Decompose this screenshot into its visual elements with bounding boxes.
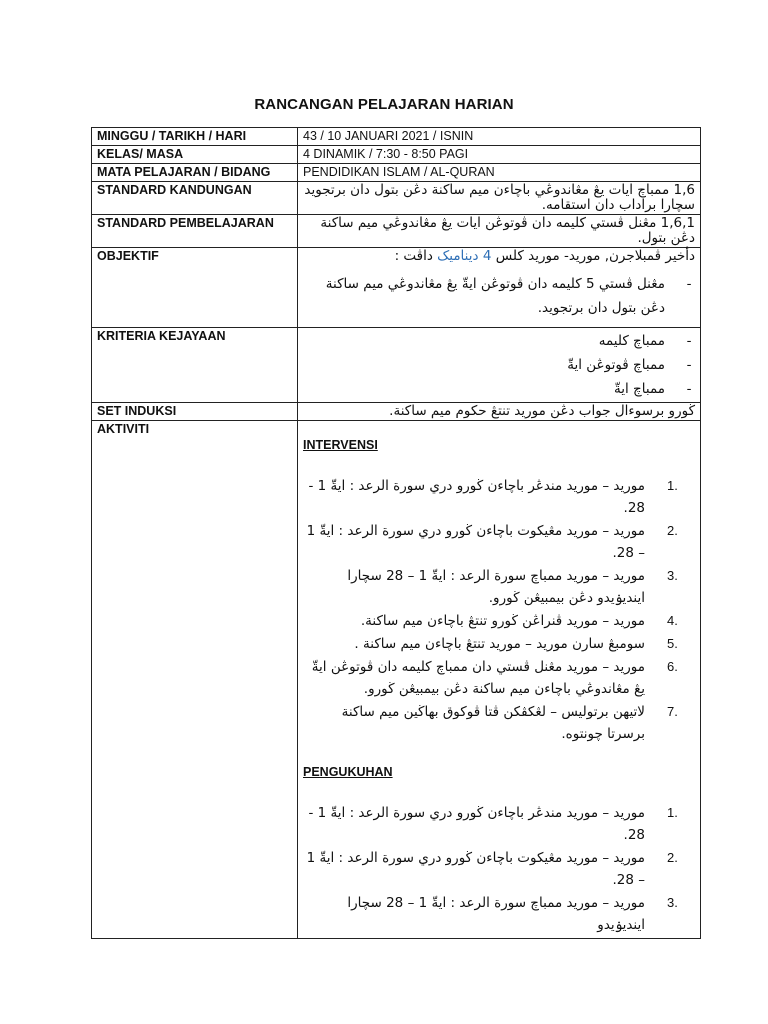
value-objektif — [298, 248, 701, 328]
kriteria-list — [303, 329, 695, 401]
item-number: 5. — [667, 636, 678, 651]
document-title: RANCANGAN PELAJARAN HARIAN — [254, 96, 514, 113]
item-text: موريد – موريد مڠنل ڤستي دان ممباچ كليمه دان ڤوتوڠن ايةّ يڠ مڠاندوڠي باچاءن ميم ساكنة دڠن بيمبيڠن ڬورو. — [311, 659, 645, 697]
label-mata-pelajaran: MATA PELAJARAN / BIDANG — [92, 164, 298, 182]
label-set-induksi: SET INDUKSI — [92, 403, 298, 421]
item-number: 6. — [667, 659, 678, 674]
value-standard-pembelajaran: 1,6,1 مڠنل ڤستي كليمه دان ڤوتوڠن ايات يڠ مڠاندوڠي ميم ساكنة دڠن بتول. — [298, 215, 701, 248]
row-minggu — [92, 128, 701, 146]
list-item — [303, 633, 678, 655]
value-standard-kandungan: 1,6 ممباچ ايات يڠ مڠاندوڠي باچاءن ميم ساكنة دڠن بتول دان برتجويد سچارا براداب دان استقامه. — [298, 182, 701, 215]
pengukuhan-list — [303, 802, 695, 936]
value-minggu: 43 / 10 JANUARI 2021 / ISNIN — [298, 128, 701, 146]
label-kelas: KELAS/ MASA — [92, 146, 298, 164]
label-minggu: MINGGU / TARIKH / HARI — [92, 128, 298, 146]
row-aktiviti — [92, 421, 701, 939]
item-text: سومبڠ سارن موريد – موريد تنتڠ باچاءن ميم ساكنة . — [354, 636, 645, 652]
list-item — [303, 802, 678, 846]
kriteria-item: - ممباچ كليمه — [303, 329, 665, 353]
row-kriteria — [92, 328, 701, 403]
item-text: موريد – موريد مندڠر باچاءن ڬورو دري سورة الرعد : ايةّ 1 - 28. — [308, 478, 645, 516]
list-item — [303, 656, 678, 700]
row-standard-pembelajaran — [92, 215, 701, 248]
list-item — [303, 520, 678, 564]
value-mata-pelajaran: PENDIDIKAN ISLAM / AL-QURAN — [298, 164, 701, 182]
item-text: موريد – موريد مڠيكوت باچاءن ڬورو دري سورة الرعد : ايةّ 1 – 28. — [306, 523, 645, 561]
item-text: موريد – موريد مندڠر باچاءن ڬورو دري سورة الرعد : ايةّ 1 - 28. — [308, 805, 645, 843]
objektif-intro-num: 4 — [482, 248, 492, 264]
item-number: 2. — [667, 850, 678, 865]
row-kelas — [92, 146, 701, 164]
value-set-induksi: ڬورو برسوءال جواب دڠن موريد تنتڠ حكوم ميم ساكنة. — [298, 403, 701, 421]
item-number: 2. — [667, 523, 678, 538]
intervensi-heading: INTERVENSI — [303, 438, 378, 452]
list-item — [303, 892, 678, 936]
label-standard-pembelajaran: STANDARD PEMBELAJARAN — [92, 215, 298, 248]
row-objektif — [92, 248, 701, 328]
item-text: موريد – موريد ڤنراڠن ڬورو تنتڠ باچاءن ميم ساكنة. — [360, 613, 645, 629]
lesson-plan-table — [91, 127, 701, 939]
label-objektif: OBJEKTIF — [92, 248, 298, 328]
kriteria-item: - ممباچ ايةّ — [303, 377, 665, 401]
objektif-intro-a: دأخير ڤمبلاجرن, موريد- موريد كلس — [495, 248, 695, 264]
row-mata-pelajaran — [92, 164, 701, 182]
value-kelas: 4 DINAMIK / 7:30 - 8:50 PAGI — [298, 146, 701, 164]
label-aktiviti: AKTIVITI — [92, 421, 298, 939]
item-text: موريد – موريد ممباچ سورة الرعد : ايةّ 1 – 28 سچارا اينديۏيدو دڠن بيمبيڠن ڬورو. — [347, 568, 645, 606]
item-number: 7. — [667, 704, 678, 719]
row-set-induksi — [92, 403, 701, 421]
label-kriteria: KRITERIA KEJAYAAN — [92, 328, 298, 403]
item-number: 1. — [667, 478, 678, 493]
list-item — [303, 475, 678, 519]
list-item — [303, 701, 678, 745]
list-item — [303, 847, 678, 891]
objektif-intro-class: ديناميک — [437, 248, 479, 264]
value-kriteria — [298, 328, 701, 403]
objektif-list — [303, 272, 695, 320]
item-text: لاتيهن برتوليس – لڠكڤكن ڤتا ڤوكوق بهاڬين ميم ساكنة برسرتا چونتوه. — [341, 704, 645, 742]
list-item — [303, 610, 678, 632]
label-standard-kandungan: STANDARD KANDUNGAN — [92, 182, 298, 215]
item-number: 4. — [667, 613, 678, 628]
list-item — [303, 565, 678, 609]
item-number: 3. — [667, 568, 678, 583]
value-aktiviti — [298, 421, 701, 939]
objektif-item: - مڠنل ڤستي 5 كليمه دان ڤوتوڠن ايةّ يڠ مڠاندوڠي ميم ساكنة دڠن بتول دان برتجويد. — [303, 272, 665, 320]
objektif-intro-b: داڤت : — [394, 248, 433, 264]
kriteria-item: - ممباچ ڤوتوڠن ايةّ — [303, 353, 665, 377]
item-text: موريد – موريد ممباچ سورة الرعد : ايةّ 1 – 28 سچارا اينديۏيدو — [347, 895, 645, 933]
item-number: 1. — [667, 805, 678, 820]
item-text: موريد – موريد مڠيكوت باچاءن ڬورو دري سورة الرعد : ايةّ 1 – 28. — [306, 850, 645, 888]
pengukuhan-heading: PENGUKUHAN — [303, 765, 393, 779]
intervensi-list — [303, 475, 695, 745]
objektif-intro — [303, 249, 695, 264]
item-number: 3. — [667, 895, 678, 910]
row-standard-kandungan — [92, 182, 701, 215]
